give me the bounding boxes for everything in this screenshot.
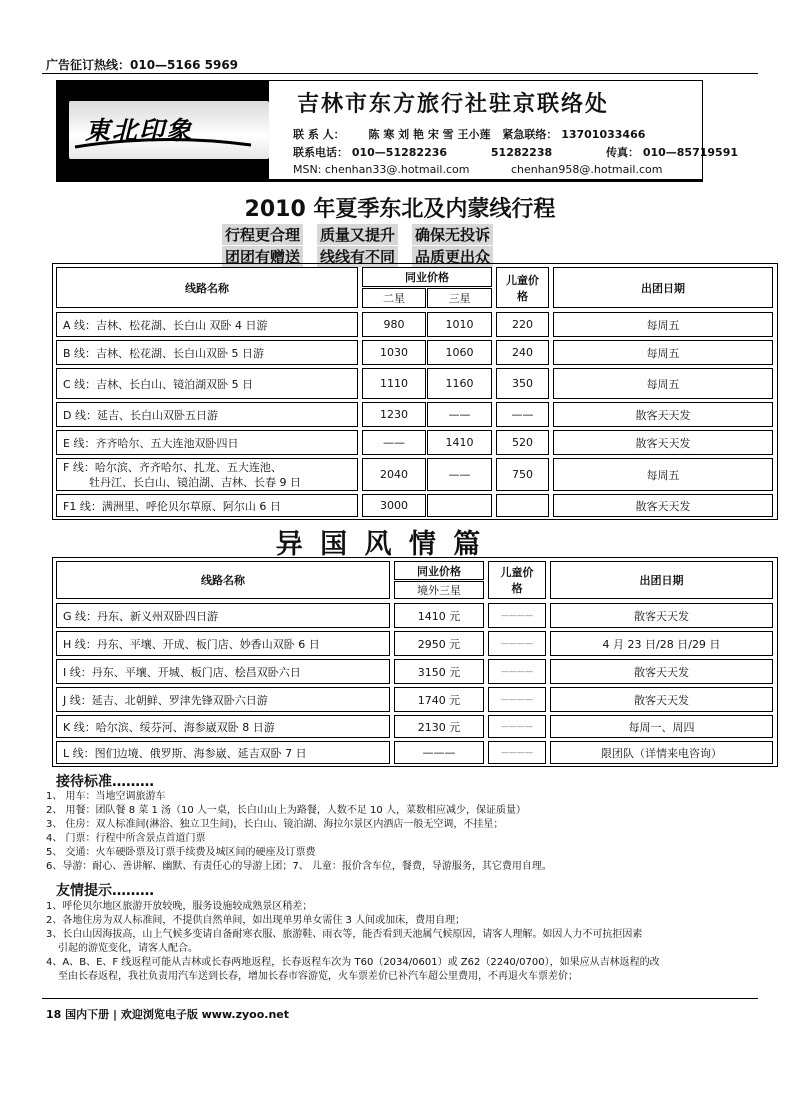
contact-phone-row: 联系电话： 010—51282236 51282238 传真： 010—85719591 [293,146,739,159]
top-rule [42,73,758,74]
header-rule [56,180,703,182]
standards-list [46,790,758,874]
list-item: 4、 门票：行程中所含景点首道门票 [46,833,206,844]
footer-rule [42,998,758,999]
tips-list [46,900,758,984]
header-overseas-three-star: 境外三星 [394,581,484,599]
ad-hotline: 广告征订热线：010—5166 5969 [46,58,239,72]
list-item: 至由长春返程，我社负责用汽车送到长春，增加长春市容游览，火车票差价已补汽车超公里费用，不再退火车票差价； [58,971,578,982]
foreign-title: 异 国 风 情 篇 [275,529,485,560]
header-child-price: 儿童价格 [496,267,549,308]
header-route: 线路名称 [56,267,358,308]
list-item: 4、A、B、E、F 线返程可能从吉林或长春两地返程，长春返程车次为 T60（2034/0601）或 Z62（2240/0700），如果应从吉林返程的改 [46,957,660,968]
slogan: 质量又提升 [317,224,398,245]
summer-title: 2010 年夏季东北及内蒙线行程 [244,197,556,222]
logo-block [57,81,269,179]
slogan: 品质更出众 [412,246,493,267]
header-peer-price: 同业价格 [362,267,492,287]
slogan: 行程更合理 [222,224,303,245]
standards-title: 接待标准……… [56,774,154,790]
header-dates: 出团日期 [550,561,773,599]
slogan: 确保无投诉 [412,224,493,245]
slogan: 线线有不同 [317,246,398,267]
header-three-star: 三星 [427,288,492,308]
list-item: 5、 交通：火车硬卧票及订票手续费及城区间的硬座及订票费 [46,847,316,858]
contact-msn-row: MSN: chenhan33@.hotmail.com chenhan958@.hotmail.com [293,163,663,176]
list-item: 3、 住房：双人标准间(淋浴、独立卫生间)，长白山、镜泊湖、海拉尔景区内酒店一般无空调，不挂星； [46,819,504,830]
list-item: 3、长白山因海拔高，山上气候多变请自备耐寒衣服、旅游鞋、雨衣等，能否看到天池属气候原因，请客人理解。如因人力不可抗拒因素 [46,929,643,940]
logo-text: 東北印象 [85,116,194,145]
header-two-star: 二星 [362,288,426,308]
list-item: 6、导游：耐心、善讲解、幽默、有责任心的导游上团；7、 儿童：报价含车位，餐费，导游服务，其它费用自理。 [46,861,552,872]
list-item: 引起的游览变化，请客人配合。 [58,943,198,954]
list-item: 2、 用餐：团队餐 8 菜 1 汤（10 人一桌，长白山山上为路餐，人数不足 10 人，菜数相应减少，保证质量） [46,805,526,816]
agency-header [56,80,739,180]
header-peer-price: 同业价格 [394,561,484,580]
header-dates: 出团日期 [553,267,773,308]
tips-title: 友情提示……… [56,883,154,899]
list-item: 1、 用车：当地空调旅游车 [46,791,166,802]
header-route: 线路名称 [56,561,390,599]
list-item: 2、各地住房为双人标准间，不提供自然单间，如出现单男单女需住 3 人间或加床，费用自理； [46,915,466,926]
agency-name: 吉林市东方旅行社驻京联络处 [297,92,610,117]
list-item: 1、呼伦贝尔地区旅游开放较晚，服务设施较成熟景区稍差； [46,901,313,912]
page-footer: 18 国内下册 | 欢迎浏览电子版 www.zyoo.net [46,1008,290,1021]
slogan: 团团有赠送 [222,246,303,267]
header-child-price: 儿童价格 [488,561,546,599]
slogans [222,224,507,268]
contact-people-row: 联 系 人： 陈 寒 刘 艳 宋 雪 王小莲 紧急联络： 13701033466 [293,128,646,141]
logo-swoosh-icon [73,135,253,151]
